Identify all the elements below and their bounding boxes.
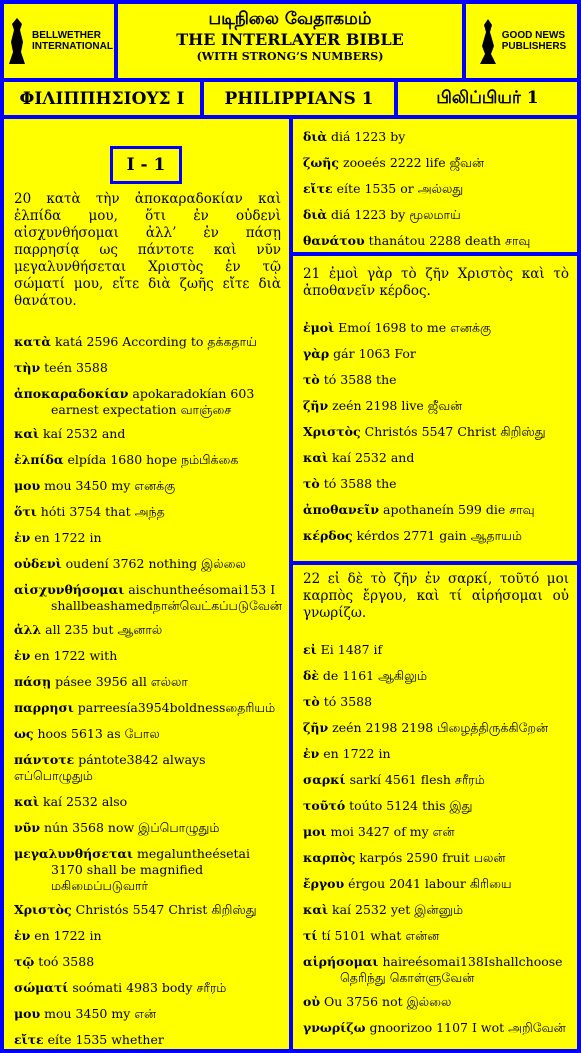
- verse-20-text: 20 κατὰ τὴν ἀποκαραδοκίαν καὶ ἐλπίδα μου, ὅτι ἐν οὐδενὶ αἰσχυνθήσομαι ἀλλ’ ἐν πάσῃ παρρησίᾳ ως πάντοτε καὶ νῦν μεγαλυνθήσεται Χριστὸς ἐν τῷ σώματί μου, εἴτε διὰ ζωῆς εἴτε διὰ θανάτου.: [14, 191, 281, 309]
- greek-word: τὸ: [303, 694, 320, 709]
- greek-word: σαρκί: [303, 772, 346, 787]
- gloss-text: eíte 1535 whether: [47, 1032, 164, 1047]
- gloss-text: katá 2596 According to தக்கதாய்: [55, 334, 257, 349]
- gloss-text: Ei 1487 if: [320, 642, 383, 657]
- gloss-text: en 1722 in: [34, 928, 102, 943]
- gloss-text: érgou 2041 labour கிரியை: [348, 876, 512, 891]
- greek-word: ἐν: [303, 746, 320, 761]
- gloss-text: en 1722 in: [34, 530, 102, 545]
- logo-line-2: PUBLISHERS: [501, 41, 567, 52]
- word-entry: [303, 372, 569, 388]
- greek-word: σώματί: [14, 980, 69, 995]
- greek-word: διὰ: [303, 207, 328, 222]
- greek-word: Χριστὸς: [14, 902, 72, 917]
- word-entry: [303, 694, 569, 710]
- verse-22-text: 22 εἰ δὲ τὸ ζῆν ἐν σαρκί, τοῦτό μοι καρπὸς ἔργου, καὶ τί αἱρήσομαι οὐ γνωρίζω.: [303, 571, 569, 621]
- word-entry: [303, 902, 569, 918]
- gloss-text: oudení 3762 nothing இல்லை: [65, 556, 246, 571]
- word-entry: [14, 556, 281, 572]
- gloss-text: megaluntheésetai 3170 shall be magnified மகிமைப்படுவார்: [51, 846, 251, 893]
- verse-22-entries: [303, 642, 569, 1036]
- verse-20-continued: [293, 119, 577, 252]
- gloss-text: thanátou 2288 death சாவு: [368, 233, 531, 248]
- greek-word: θανάτου: [303, 233, 365, 248]
- word-entry: [303, 928, 569, 944]
- word-entry: [303, 424, 569, 440]
- greek-word: οὐδενὶ: [14, 556, 62, 571]
- gloss-text: karpós 2590 fruit பலன்: [359, 850, 506, 865]
- word-entry: [14, 902, 281, 918]
- word-entry: [303, 668, 569, 684]
- word-entry: [14, 980, 281, 996]
- verse-20-entries: [14, 334, 281, 1048]
- word-entry: [14, 794, 281, 810]
- greek-word: ἐν: [14, 648, 31, 663]
- word-entry: [303, 798, 569, 814]
- greek-word: μοι: [303, 824, 327, 839]
- greek-word: ἀλλ: [14, 622, 42, 637]
- word-entry: [14, 648, 281, 664]
- word-entry: [303, 346, 569, 362]
- page-title: THE INTERLAYER BIBLE: [176, 30, 404, 49]
- gloss-text: Christós 5547 Christ கிறிஸ்து: [75, 902, 257, 917]
- greek-word: ζῆν: [303, 398, 329, 413]
- gloss-text: sarkí 4561 flesh சரீரம்: [349, 772, 485, 787]
- greek-word: κέρδος: [303, 528, 353, 543]
- word-entry: [14, 360, 281, 376]
- gloss-text: mou 3450 my என்: [44, 1006, 157, 1021]
- gloss-text: soómati 4983 body சரீரம்: [72, 980, 227, 995]
- gloss-text: tó 3588 the: [323, 372, 397, 387]
- gloss-text: haireésomai138Ishallchoose தெரிந்து கொள்ளுவேன்: [340, 954, 563, 985]
- greek-word: καὶ: [14, 426, 40, 441]
- word-entry: [303, 642, 569, 658]
- gloss-text: pásee 3956 all எல்லா: [55, 674, 188, 689]
- word-entry: [303, 994, 569, 1010]
- greek-word: πάσῃ: [14, 674, 52, 689]
- gloss-text: kaí 2532 also: [43, 794, 128, 809]
- greek-word: καὶ: [303, 450, 329, 465]
- greek-word: γνωρίζω: [303, 1020, 366, 1035]
- word-entry: [303, 1020, 569, 1036]
- greek-word: ως: [14, 726, 34, 741]
- word-entry: [14, 674, 281, 690]
- logo-line-2: INTERNATIONAL: [32, 41, 113, 52]
- gloss-text: apothaneín 599 die சாவு: [383, 502, 535, 517]
- word-entry: [14, 386, 281, 418]
- gloss-text: apokaradokían 603 earnest expectation வாஞ்சை: [51, 386, 255, 417]
- greek-word: καρπὸς: [303, 850, 356, 865]
- gloss-text: hoos 5613 as போல: [37, 726, 160, 741]
- greek-word: αἰσχυνθήσομαι: [14, 582, 125, 597]
- word-entry: [303, 502, 569, 518]
- word-entry: [303, 528, 569, 544]
- greek-word: ἐν: [14, 928, 31, 943]
- word-entry: [14, 1032, 281, 1048]
- logo-line-1: BELLWETHER: [32, 30, 101, 41]
- verse-21-entries: [303, 320, 569, 544]
- word-entry: [14, 726, 281, 742]
- greek-word: μου: [14, 478, 41, 493]
- gloss-text: eíte 1535 or அல்லது: [336, 181, 464, 196]
- word-entry: [14, 1006, 281, 1022]
- word-entry: [14, 478, 281, 494]
- gloss-text: tó 3588: [323, 694, 373, 709]
- greek-word: τί: [303, 928, 318, 943]
- greek-word: ἐλπίδα: [14, 452, 64, 467]
- figure-icon: [477, 16, 499, 66]
- word-entry: [14, 700, 281, 716]
- gloss-text: en 1722 in: [323, 746, 391, 761]
- greek-word: ἔργου: [303, 876, 345, 891]
- gloss-text: toúto 5124 this இது: [349, 798, 473, 813]
- greek-word: ἐν: [14, 530, 31, 545]
- greek-word: εἴτε: [14, 1032, 44, 1047]
- word-entry: [303, 720, 569, 736]
- word-entry: [303, 155, 571, 171]
- greek-word: τὴν: [14, 360, 41, 375]
- gloss-text: gnoorizoo 1107 I wot அறிவேன்: [369, 1020, 566, 1035]
- word-entry: [14, 928, 281, 944]
- title-tamil: படிநிலை வேதாகமம்: [208, 9, 372, 29]
- gloss-text: kaí 2532 yet இன்னும்: [332, 902, 464, 917]
- left-column: [4, 119, 289, 1049]
- word-entry: [303, 233, 571, 249]
- greek-word: οὐ: [303, 994, 321, 1009]
- word-entry: [303, 450, 569, 466]
- verse-22-panel: [293, 565, 577, 1049]
- book-greek: ΦΙΛΙΠΠΗΣΙΟΥΣ Ι: [4, 82, 200, 115]
- gloss-text: elpída 1680 hope நம்பிக்கை: [67, 452, 239, 467]
- gloss-text: pántote3842 always எப்பொழுதும்: [14, 752, 206, 783]
- chapter-label: I - 1: [110, 146, 182, 184]
- bellwether-logo: [4, 4, 114, 78]
- word-entry: [303, 824, 569, 840]
- gloss-text: toó 3588: [38, 954, 95, 969]
- gloss-text: diá 1223 by: [331, 129, 406, 144]
- book-english: PHILIPPIANS 1: [204, 82, 394, 115]
- word-entry: [14, 504, 281, 520]
- gloss-text: zeén 2198 live ஜீவன்: [332, 398, 463, 413]
- word-entry: [14, 846, 281, 894]
- gloss-text: mou 3450 my எனக்கு: [44, 478, 176, 493]
- word-entry: [303, 954, 569, 986]
- greek-word: μου: [14, 1006, 41, 1021]
- greek-word: κατὰ: [14, 334, 52, 349]
- verse-21-panel: [293, 256, 577, 561]
- gloss-text: teén 3588: [44, 360, 108, 375]
- book-tamil: பிலிப்பியர் 1: [398, 82, 577, 115]
- gloss-text: Emoí 1698 to me எனக்கு: [338, 320, 492, 335]
- word-entry: [303, 476, 569, 492]
- greek-word: πάντοτε: [14, 752, 75, 767]
- greek-word: ἀποθανεῖν: [303, 502, 380, 517]
- word-entry: [14, 820, 281, 836]
- word-entry: [14, 752, 281, 784]
- word-entry: [14, 334, 281, 350]
- greek-word: ἀποκαραδοκίαν: [14, 386, 129, 401]
- gloss-text: kaí 2532 and: [332, 450, 415, 465]
- word-entry: [303, 320, 569, 336]
- greek-word: εἰ: [303, 642, 317, 657]
- gloss-text: aischuntheésomai153 I shallbeashamedநான்வெட்கப்படுவேன்: [51, 582, 282, 613]
- gloss-text: tí 5101 what என்ன: [321, 928, 440, 943]
- greek-word: τοῦτό: [303, 798, 346, 813]
- gloss-text: tó 3588 the: [323, 476, 397, 491]
- word-entry: [14, 954, 281, 970]
- gloss-text: gár 1063 For: [333, 346, 416, 361]
- word-entry: [14, 622, 281, 638]
- greek-word: παρρησι: [14, 700, 74, 715]
- word-entry: [303, 850, 569, 866]
- gloss-text: zooeés 2222 life ஜீவன்: [343, 155, 485, 170]
- gloss-text: nún 3568 now இப்பொழுதும்: [44, 820, 220, 835]
- word-entry: [14, 530, 281, 546]
- word-entry: [303, 398, 569, 414]
- word-entry: [14, 582, 281, 614]
- greek-word: καὶ: [303, 902, 329, 917]
- gloss-text: parreesía3954boldnessதைரியம்: [77, 700, 276, 715]
- word-entry: [303, 181, 571, 197]
- word-entry: [14, 452, 281, 468]
- greek-word: τῷ: [14, 954, 35, 969]
- gloss-text: kérdos 2771 gain ஆதாயம்: [356, 528, 522, 543]
- word-entry: [303, 772, 569, 788]
- word-entry: [303, 207, 571, 223]
- verse-20-continued-entries: [303, 129, 571, 252]
- gloss-text: hóti 3754 that அந்த: [40, 504, 165, 519]
- greek-word: ζῆν: [303, 720, 329, 735]
- greek-word: διὰ: [303, 129, 328, 144]
- word-entry: [303, 129, 571, 145]
- gloss-text: all 235 but ஆனால்: [45, 622, 163, 637]
- gloss-text: moi 3427 of my என்: [330, 824, 455, 839]
- greek-word: δὲ: [303, 668, 319, 683]
- gloss-text: de 1161 ஆகிலும்: [322, 668, 428, 683]
- logo-line-1: GOOD NEWS: [501, 30, 566, 41]
- page-subtitle: (WITH STRONG’S NUMBERS): [196, 50, 384, 63]
- greek-word: αἱρήσομαι: [303, 954, 379, 969]
- greek-word: εἴτε: [303, 181, 333, 196]
- ram-figure-icon: [5, 16, 29, 66]
- gloss-text: en 1722 with: [34, 648, 118, 663]
- title-block: [118, 4, 462, 78]
- gloss-text: kaí 2532 and: [43, 426, 126, 441]
- greek-word: ὅτι: [14, 504, 37, 519]
- gloss-text: zeén 2198 2198 பிழைத்திருக்கிறேன்: [332, 720, 549, 735]
- greek-word: νῦν: [14, 820, 41, 835]
- word-entry: [303, 746, 569, 762]
- greek-word: τὸ: [303, 372, 320, 387]
- word-entry: [303, 876, 569, 892]
- verse-21-text: 21 ἐμοὶ γὰρ τὸ ζῆν Χριστὸς καὶ τὸ ἀποθανεῖν κέρδος.: [303, 266, 569, 299]
- good-news-logo: [466, 4, 577, 78]
- greek-word: τὸ: [303, 476, 320, 491]
- greek-word: Χριστὸς: [303, 424, 361, 439]
- gloss-text: Ou 3756 not இல்லை: [324, 994, 452, 1009]
- greek-word: γὰρ: [303, 346, 330, 361]
- greek-word: ἐμοὶ: [303, 320, 335, 335]
- gloss-text: diá 1223 by மூலமாய்: [331, 207, 461, 222]
- greek-word: ζωῆς: [303, 155, 340, 170]
- word-entry: [14, 426, 281, 442]
- greek-word: καὶ: [14, 794, 40, 809]
- greek-word: μεγαλυνθήσεται: [14, 846, 134, 861]
- gloss-text: Christós 5547 Christ கிறிஸ்து: [364, 424, 546, 439]
